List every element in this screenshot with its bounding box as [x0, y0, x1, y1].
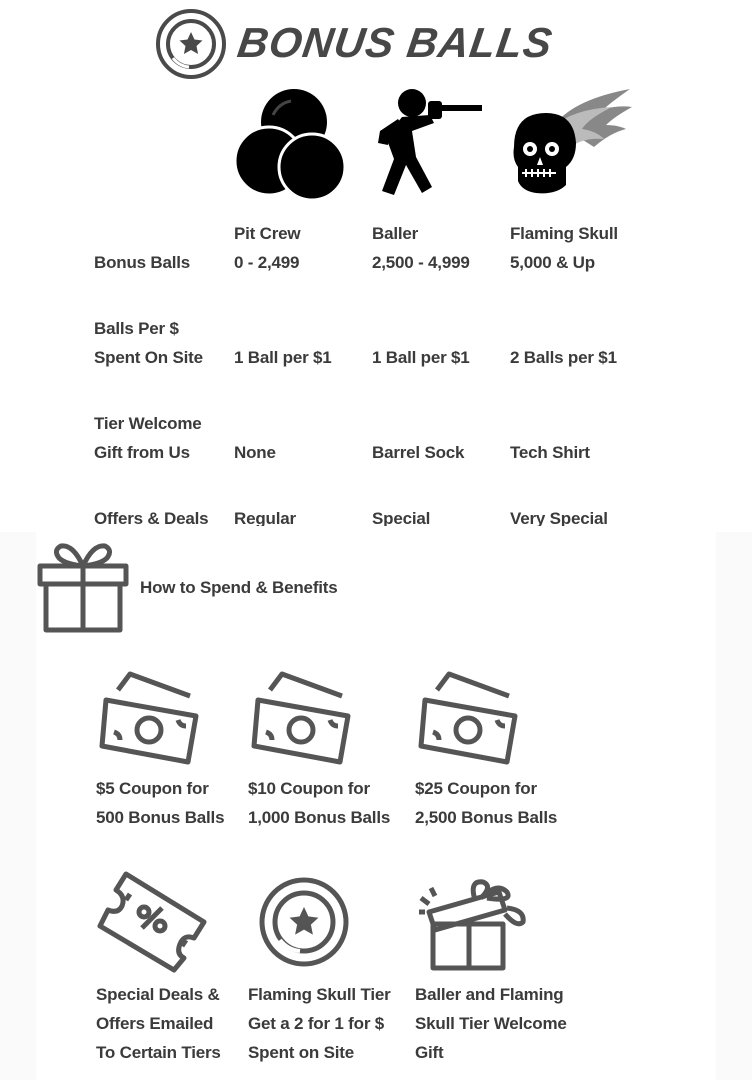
coupon-ticket-icon	[96, 870, 208, 974]
balls-icon	[233, 87, 347, 201]
offers-flaming-skull: Very Special	[510, 509, 608, 526]
tier-name-pit-crew: Pit Crew	[234, 224, 301, 243]
open-gift-icon	[415, 880, 529, 972]
page-title: BONUS BALLS	[234, 19, 556, 66]
row-label-offers: Offers & Deals	[94, 509, 209, 526]
welcome-baller: Barrel Sock	[372, 443, 465, 462]
benefit-2for1-line1: Flaming Skull Tier	[248, 985, 391, 1004]
coupon-25-line2: 2,500 Bonus Balls	[415, 808, 558, 827]
tier-range-flaming-skull: 5,000 & Up	[510, 253, 595, 272]
balls-per-flaming-skull: 2 Balls per $1	[510, 348, 617, 367]
welcome-pit-crew: None	[234, 443, 276, 462]
tier-name-baller: Baller	[372, 224, 419, 243]
benefit-gift-line1: Baller and Flaming	[415, 985, 564, 1004]
benefit-deals-line1: Special Deals &	[96, 985, 220, 1004]
offers-baller: Special	[372, 509, 431, 526]
welcome-flaming-skull: Tech Shirt	[510, 443, 590, 462]
coupon-10-line1: $10 Coupon for	[248, 779, 370, 798]
offers-row	[0, 504, 752, 526]
row-label-balls-per-line2: Spent On Site	[94, 348, 203, 367]
coupon-5-line2: 500 Bonus Balls	[96, 808, 225, 827]
tier-name-flaming-skull: Flaming Skull	[510, 224, 618, 243]
cash-icon	[252, 670, 352, 766]
paintball-player-icon	[372, 87, 486, 201]
benefit-gift-line3: Gift	[415, 1043, 444, 1062]
benefit-deals-line2: Offers Emailed	[96, 1014, 214, 1033]
balls-per-pit-crew: 1 Ball per $1	[234, 348, 332, 367]
row-label-balls-per-line1: Balls Per $	[94, 319, 179, 338]
tier-range-pit-crew: 0 - 2,499	[234, 253, 300, 272]
flaming-skull-icon	[508, 87, 634, 201]
spend-heading: How to Spend & Benefits	[140, 578, 338, 597]
tier-range-baller: 2,500 - 4,999	[372, 253, 470, 272]
benefit-deals-line3: To Certain Tiers	[96, 1043, 221, 1062]
benefit-2for1-line3: Spent on Site	[248, 1043, 355, 1062]
star-coin-icon	[155, 8, 227, 80]
benefit-gift-line2: Skull Tier Welcome	[415, 1014, 567, 1033]
benefit-2for1-line2: Get a 2 for 1 for $	[248, 1014, 385, 1033]
cash-icon	[100, 670, 200, 766]
balls-per-baller: 1 Ball per $1	[372, 348, 470, 367]
coupon-25-line1: $25 Coupon for	[415, 779, 537, 798]
row-label-welcome-line1: Tier Welcome	[94, 414, 202, 433]
coupon-5-line1: $5 Coupon for	[96, 779, 209, 798]
row-label-bonus-balls: Bonus Balls	[94, 253, 191, 272]
cash-icon	[419, 670, 519, 766]
star-coin-icon	[258, 876, 350, 968]
gift-icon	[36, 540, 130, 634]
coupon-10-line2: 1,000 Bonus Balls	[248, 808, 391, 827]
offers-pit-crew: Regular	[234, 509, 296, 526]
row-label-welcome-line2: Gift from Us	[94, 443, 190, 462]
